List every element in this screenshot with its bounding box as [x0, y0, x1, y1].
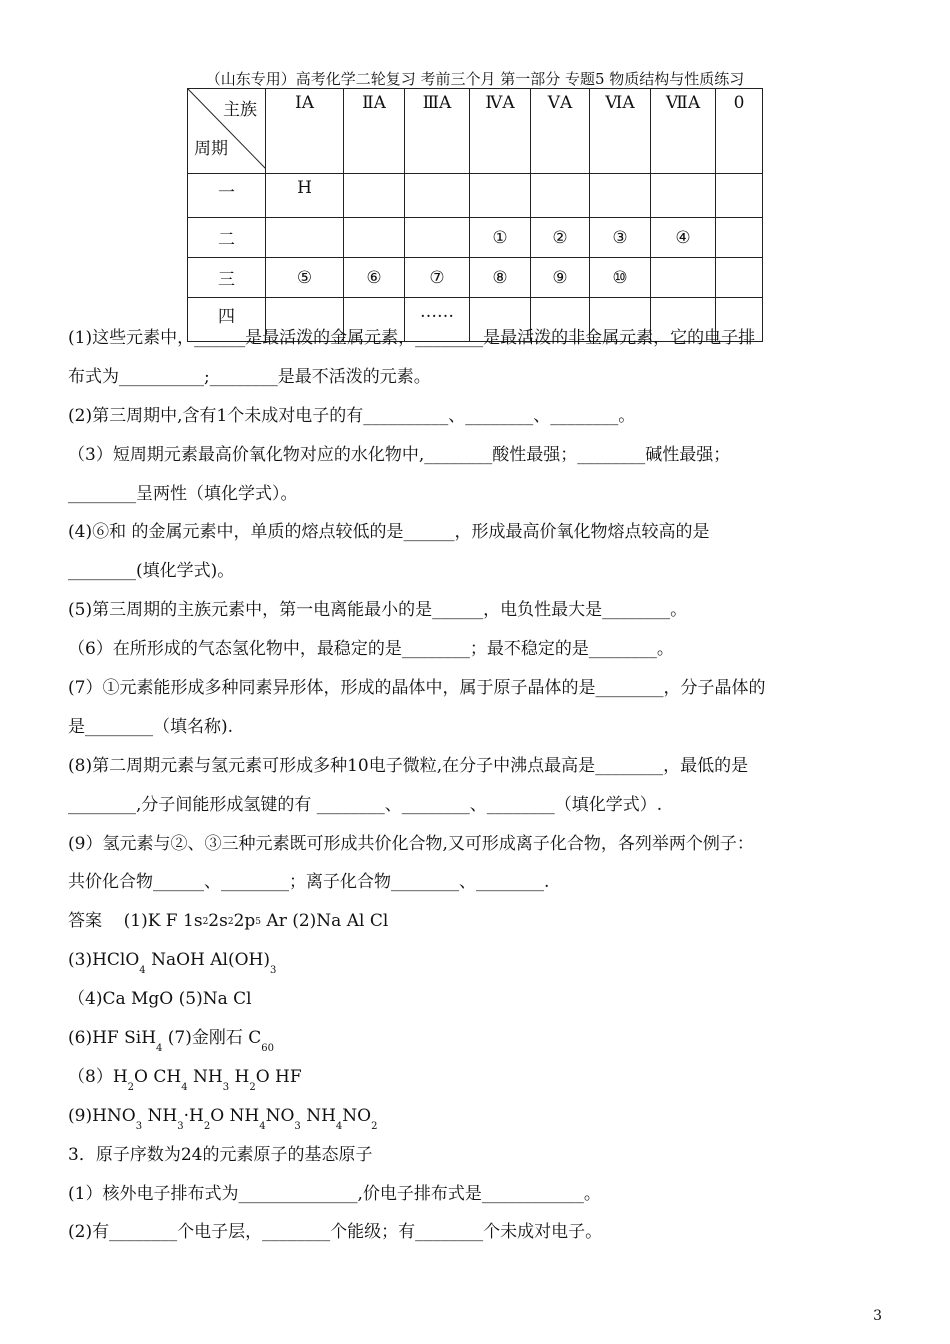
group-header: ⅣA	[470, 89, 531, 174]
period-label: 一	[188, 174, 266, 218]
question-line: (2)第三周期中,含有1个未成对电子的有__________、________、________。	[68, 405, 636, 426]
answer-line: $(8)H_2O$ $CH_4$ $NH_3$ $H_2O$ HF	[68, 1066, 302, 1093]
question-line: 是________（填名称).	[68, 716, 234, 737]
answer-line: $(9)HNO_3$ $NH_3\cdot H_2O$ $NH_4NO_3$ $NH_4NO_2$	[68, 1105, 378, 1132]
table-cell: ⑩	[590, 258, 651, 298]
table-cell: ②	[531, 218, 590, 258]
table-cell: ①	[470, 218, 531, 258]
group-header: ⅤA	[531, 89, 590, 174]
page-number: 3	[873, 1308, 882, 1324]
table-cell	[651, 258, 716, 298]
corner-bottom-label: 周期	[194, 139, 228, 159]
period-label: 三	[188, 258, 266, 298]
page-header: （山东专用）高考化学二轮复习 考前三个月 第一部分 专题5 物质结构与性质练习	[205, 70, 745, 88]
table-cell	[651, 174, 716, 218]
table-cell	[531, 174, 590, 218]
answer-line: (6)HF SiH$_4$ (7)金刚石 $C_{60}$	[68, 1028, 275, 1055]
table-cell: ③	[590, 218, 651, 258]
table-cell	[405, 174, 470, 218]
question-line: （6）在所形成的气态氢化物中，最稳定的是________；最不稳定的是________。	[68, 639, 674, 660]
table-cell	[344, 218, 405, 258]
table-cell: ⑨	[531, 258, 590, 298]
table-cell	[716, 258, 763, 298]
group-header: ⅡA	[344, 89, 405, 174]
table-row	[188, 218, 763, 258]
group-header: 0	[716, 89, 763, 174]
answer-line: (3)HClO$_4$ NaOH $Al(OH)_3$	[68, 950, 277, 977]
group-header: ⅥA	[590, 89, 651, 174]
table-cell	[266, 218, 344, 258]
table-cell	[470, 174, 531, 218]
question-line: (9）氢元素与②、③三种元素既可形成共价化合物,又可形成离子化合物，各列举两个例子：	[68, 833, 754, 854]
corner-top-label: 主族	[223, 100, 257, 120]
question-line: ________呈两性（填化学式）。	[68, 483, 298, 504]
group-header: ⅦA	[651, 89, 716, 174]
question-line: (8)第二周期元素与氢元素可形成多种10电子微粒,在分子中沸点最高是________，最低的是	[68, 755, 749, 776]
group-header: ⅢA	[405, 89, 470, 174]
question-body	[68, 326, 898, 1259]
period-label: 二	[188, 218, 266, 258]
question-line: (1）核外电子排布式为______________,价电子排布式是____________。	[68, 1183, 601, 1204]
question-line: ________,分子间能形成氢键的有 ________、________、________（填化学式）.	[68, 794, 663, 815]
table-cell: ⑤	[266, 258, 344, 298]
table-cell: ⑥	[344, 258, 405, 298]
question-line: （3）短周期元素最高价氧化物对应的水化物中,________酸性最强；________碱性最强；	[68, 444, 731, 465]
question-line: 布式为__________;________是最不活泼的元素。	[68, 366, 431, 387]
table-cell	[590, 174, 651, 218]
table-row	[188, 174, 763, 218]
answer-line: 答案 (1)K F $1s^22s^22p^5$ Ar (2)Na Al Cl	[68, 911, 389, 932]
question-line: ________(填化学式)。	[68, 561, 235, 582]
periodic-table	[187, 88, 763, 342]
answer-label: 答案	[68, 911, 102, 932]
table-cell: ……	[405, 298, 470, 342]
question-line: (5)第三周期的主族元素中，第一电离能最小的是______，电负性最大是________。	[68, 600, 688, 621]
answer-line: （4)Ca MgO (5)Na Cl	[68, 989, 252, 1010]
question-line: 共价化合物______、________；离子化合物________、________.	[68, 872, 550, 893]
question-line: (4)⑥和 的金属元素中，单质的熔点较低的是______，形成最高价氧化物熔点较高的是	[68, 522, 710, 543]
question-line: (7）①元素能形成多种同素异形体，形成的晶体中，属于原子晶体的是________，分子晶体的	[68, 678, 766, 699]
table-cell	[716, 218, 763, 258]
table-cell: ④	[651, 218, 716, 258]
table-cell	[344, 174, 405, 218]
section-title: 3．原子序数为24的元素原子的基态原子	[68, 1144, 373, 1165]
table-corner-cell	[188, 89, 266, 174]
group-header: ⅠA	[266, 89, 344, 174]
table-cell: ⑧	[470, 258, 531, 298]
table-cell	[716, 174, 763, 218]
question-line: (1)这些元素中，______是最活泼的金属元素，________是最活泼的非金属元素，它的电子排	[68, 328, 756, 348]
table-row	[188, 258, 763, 298]
question-line: (2)有________个电子层，________个能级；有________个未成对电子。	[68, 1222, 603, 1243]
table-cell: ⑦	[405, 258, 470, 298]
table-cell	[405, 218, 470, 258]
table-cell: H	[266, 174, 344, 218]
period-label: 四	[188, 298, 266, 342]
